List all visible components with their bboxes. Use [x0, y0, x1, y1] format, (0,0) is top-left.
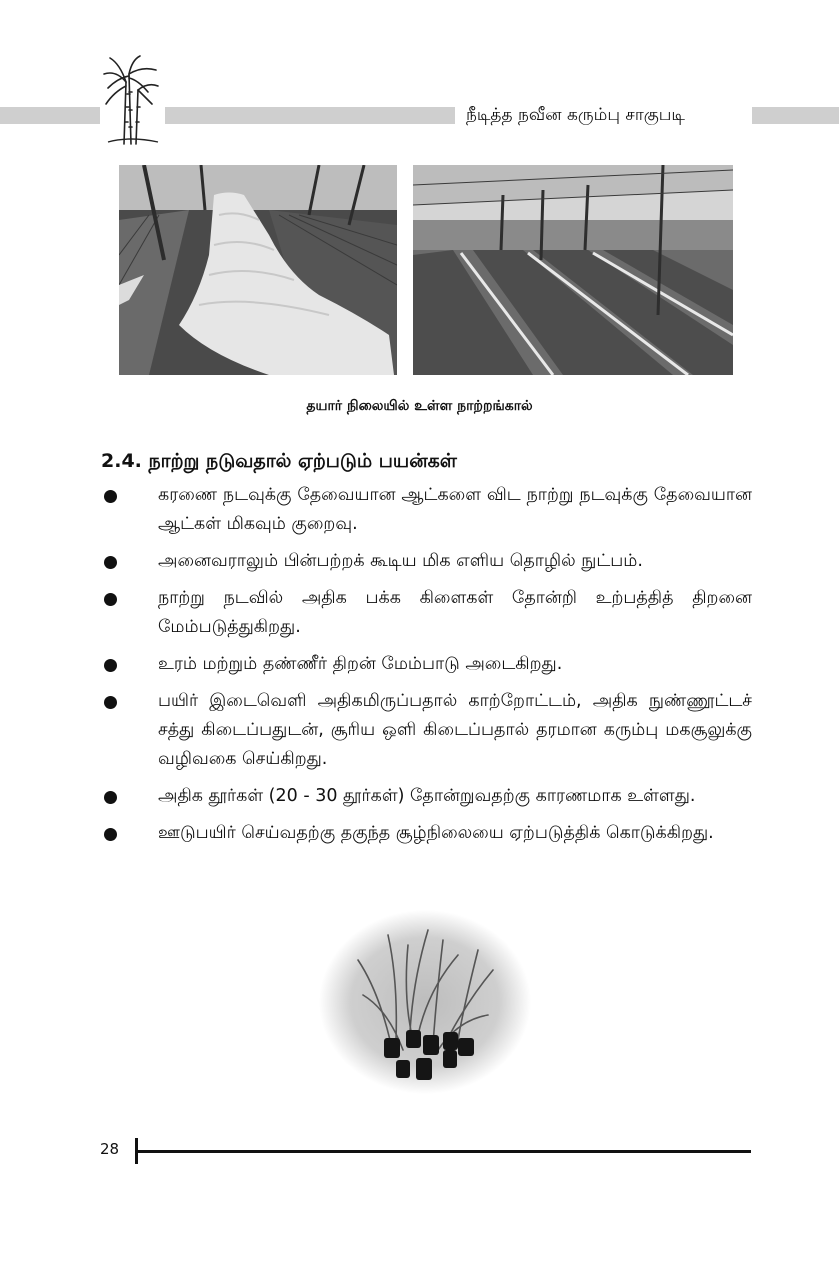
- bullet-icon: [104, 659, 117, 672]
- bullet-icon: [104, 696, 117, 709]
- list-item: [100, 547, 752, 576]
- seedlings-photo: [318, 910, 533, 1095]
- section-heading: 2.4. நாற்று நடுவதால் ஏற்படும் பயன்கள்: [101, 450, 457, 472]
- bullet-icon: [104, 593, 117, 606]
- bullet-icon: [104, 828, 117, 841]
- header-bar-middle: [165, 107, 455, 124]
- header-bar-left: [0, 107, 100, 124]
- sugarcane-logo: [98, 52, 162, 148]
- list-item-text: ஊடுபயிர் செய்வதற்கு தகுந்த சூழ்நிலையை ஏற்படுத்திக் கொடுக்கிறது.: [158, 823, 714, 843]
- page-number: 28: [100, 1140, 120, 1158]
- nursery-tunnel-photo: [119, 165, 397, 375]
- list-item: [100, 782, 752, 811]
- bullet-icon: [104, 791, 117, 804]
- list-item: [100, 650, 752, 679]
- list-item-text: அதிக தூர்கள் (20 - 30 தூர்கள்) தோன்றுவதற்கு காரணமாக உள்ளது.: [158, 786, 696, 806]
- bullet-icon: [104, 490, 117, 503]
- header-bar-right: [752, 107, 839, 124]
- list-item: [100, 481, 752, 539]
- list-item-text: உரம் மற்றும் தண்ணீர் திறன் மேம்பாடு அடைகிறது.: [158, 654, 563, 674]
- bullet-icon: [104, 556, 117, 569]
- footer-rule: [135, 1150, 751, 1153]
- list-item: [100, 687, 752, 774]
- list-item-text: நாற்று நடவில் அதிக பக்க கிளைகள் தோன்றி உற்பத்தித் திறனை மேம்படுத்துகிறது.: [158, 588, 752, 637]
- list-item-text: அனைவராலும் பின்பற்றக் கூடிய மிக எளிய தொழில் நுட்பம்.: [158, 551, 643, 571]
- list-item-text: பயிர் இடைவெளி அதிகமிருப்பதால் காற்றோட்டம், அதிக நுண்ணூட்டச் சத்து கிடைப்பதுடன், சூரிய ஒளி கிடைப்பதால் தரமான கரும்பு மகசூலுக்கு வழிவகை செய்கிறது.: [158, 691, 752, 769]
- list-item-text: கரணை நடவுக்கு தேவையான ஆட்களை விட நாற்று நடவுக்கு தேவையான ஆட்கள் மிகவும் குறைவு.: [158, 485, 752, 534]
- photo-caption: தயார் நிலையில் உள்ள நாற்றங்கால்: [306, 398, 533, 414]
- running-header-title: நீடித்த நவீன கரும்பு சாகுபடி: [466, 105, 685, 125]
- list-item: [100, 819, 752, 848]
- benefits-list: [100, 481, 752, 856]
- list-item: [100, 584, 752, 642]
- shade-net-nursery-photo: [413, 165, 733, 375]
